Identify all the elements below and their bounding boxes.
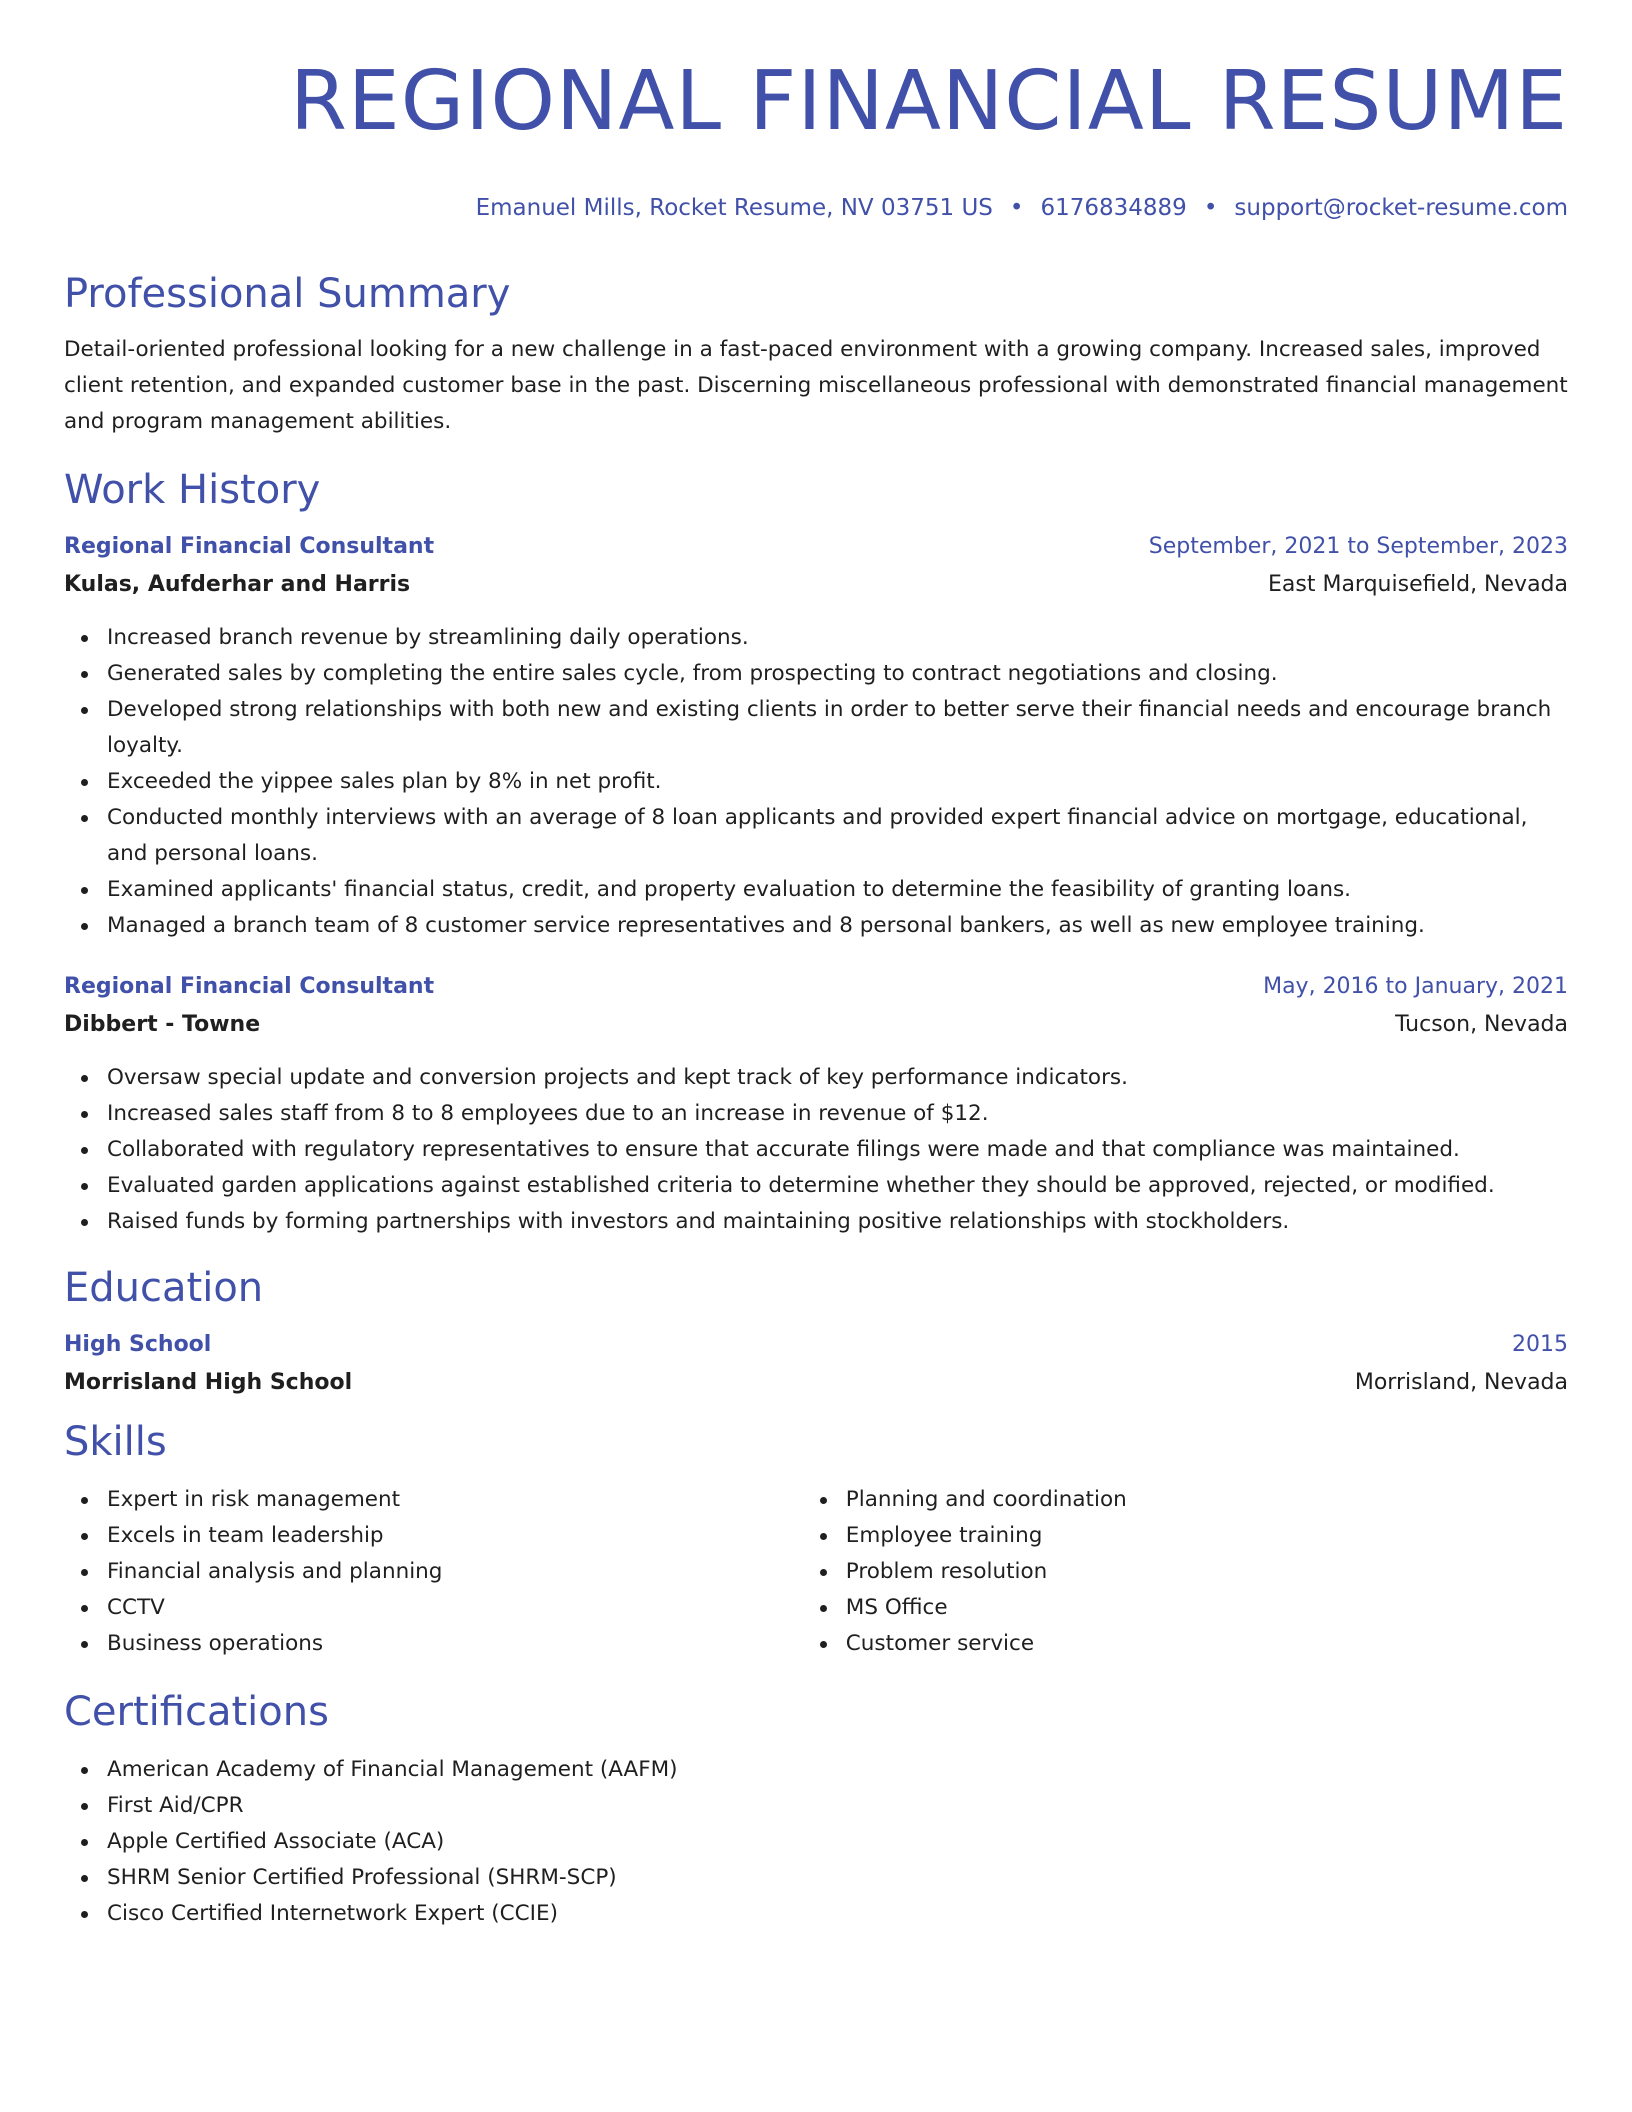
list-item: Raised funds by forming partnerships with investors and maintaining positive relationships with stockholders. (107, 1204, 1568, 1240)
job-company-row (64, 566, 1568, 604)
job-header (64, 968, 1568, 1006)
work-history-heading: Work History (64, 467, 321, 513)
list-item: Developed strong relationships with both new and existing clients in order to better serve their financial needs and encourage branch loyalty. (107, 692, 1568, 764)
job-entry (64, 968, 1568, 1240)
skills-columns (64, 1482, 1568, 1662)
job-company-row (64, 1006, 1568, 1044)
list-item: American Academy of Financial Management (AAFM) (107, 1752, 1568, 1788)
list-item: First Aid/CPR (107, 1788, 1568, 1824)
list-item: Increased branch revenue by streamlining daily operations. (107, 620, 1568, 656)
contact-phone[interactable]: 6176834889 (1040, 195, 1187, 221)
education-school-row (64, 1364, 1568, 1402)
list-item: Apple Certified Associate (ACA) (107, 1824, 1568, 1860)
skills-list-right (803, 1482, 1568, 1662)
job-location: Tucson, Nevada (1395, 1012, 1568, 1037)
list-item: CCTV (107, 1590, 803, 1626)
education-header (64, 1326, 1568, 1364)
job-entry (64, 528, 1568, 944)
job-dates: September, 2021 to September, 2023 (1148, 534, 1568, 559)
list-item: Financial analysis and planning (107, 1554, 803, 1590)
job-dates: May, 2016 to January, 2021 (1263, 974, 1568, 999)
job-company: Kulas, Aufderhar and Harris (64, 572, 411, 597)
list-item: Planning and coordination (846, 1482, 1568, 1518)
list-item: Evaluated garden applications against established criteria to determine whether they should be approved, rejected, or modified. (107, 1168, 1568, 1204)
education-year: 2015 (1512, 1332, 1568, 1357)
contact-line (64, 192, 1568, 224)
list-item: Expert in risk management (107, 1482, 803, 1518)
education-location: Morrisland, Nevada (1354, 1370, 1568, 1395)
list-item: Managed a branch team of 8 customer service representatives and 8 personal bankers, as well as new employee training. (107, 908, 1568, 944)
education-school: Morrisland High School (64, 1370, 353, 1395)
job-location: East Marquisefield, Nevada (1268, 572, 1568, 597)
list-item: Excels in team leadership (107, 1518, 803, 1554)
resume-title: REGIONAL FINANCIAL RESUME (289, 54, 1568, 149)
list-item: Generated sales by completing the entire sales cycle, from prospecting to contract negotiations and closing. (107, 656, 1568, 692)
job-company: Dibbert - Towne (64, 1012, 261, 1037)
list-item: Collaborated with regulatory representatives to ensure that accurate filings were made and that compliance was maintained. (107, 1132, 1568, 1168)
separator-dot: • (1009, 195, 1024, 221)
job-bullets (64, 620, 1568, 944)
separator-dot: • (1203, 195, 1218, 221)
job-bullets (64, 1060, 1568, 1240)
list-item: Increased sales staff from 8 to 8 employees due to an increase in revenue of $12. (107, 1096, 1568, 1132)
education-heading: Education (64, 1265, 264, 1311)
job-header (64, 528, 1568, 566)
skills-list-left (64, 1482, 803, 1662)
certifications-list (64, 1752, 1568, 1932)
list-item: SHRM Senior Certified Professional (SHRM-SCP) (107, 1860, 1568, 1896)
list-item: Customer service (846, 1626, 1568, 1662)
certifications-heading: Certifications (64, 1689, 329, 1735)
skills-heading: Skills (64, 1419, 167, 1465)
list-item: Conducted monthly interviews with an average of 8 loan applicants and provided expert financial advice on mortgage, educational, and personal loans. (107, 800, 1568, 872)
list-item: Examined applicants' financial status, credit, and property evaluation to determine the feasibility of granting loans. (107, 872, 1568, 908)
list-item: MS Office (846, 1590, 1568, 1626)
education-entry (64, 1326, 1568, 1402)
job-title: Regional Financial Consultant (64, 534, 435, 559)
list-item: Cisco Certified Internetwork Expert (CCIE) (107, 1896, 1568, 1932)
summary-text: Detail-oriented professional looking for a new challenge in a fast-paced environment with a growing company. Increased sales, improved client retention, and expanded customer base in the past. Discerning miscellaneous professional with demonstrated financial management and program management abilities. (64, 337, 1568, 434)
summary-heading: Professional Summary (64, 271, 511, 317)
list-item: Oversaw special update and conversion projects and kept track of key performance indicators. (107, 1060, 1568, 1096)
contact-address: Emanuel Mills, Rocket Resume, NV 03751 US (475, 195, 993, 221)
job-title: Regional Financial Consultant (64, 974, 435, 999)
list-item: Exceeded the yippee sales plan by 8% in net profit. (107, 764, 1568, 800)
list-item: Problem resolution (846, 1554, 1568, 1590)
education-degree: High School (64, 1332, 212, 1357)
contact-email[interactable]: support@rocket-resume.com (1234, 195, 1568, 221)
list-item: Business operations (107, 1626, 803, 1662)
list-item: Employee training (846, 1518, 1568, 1554)
